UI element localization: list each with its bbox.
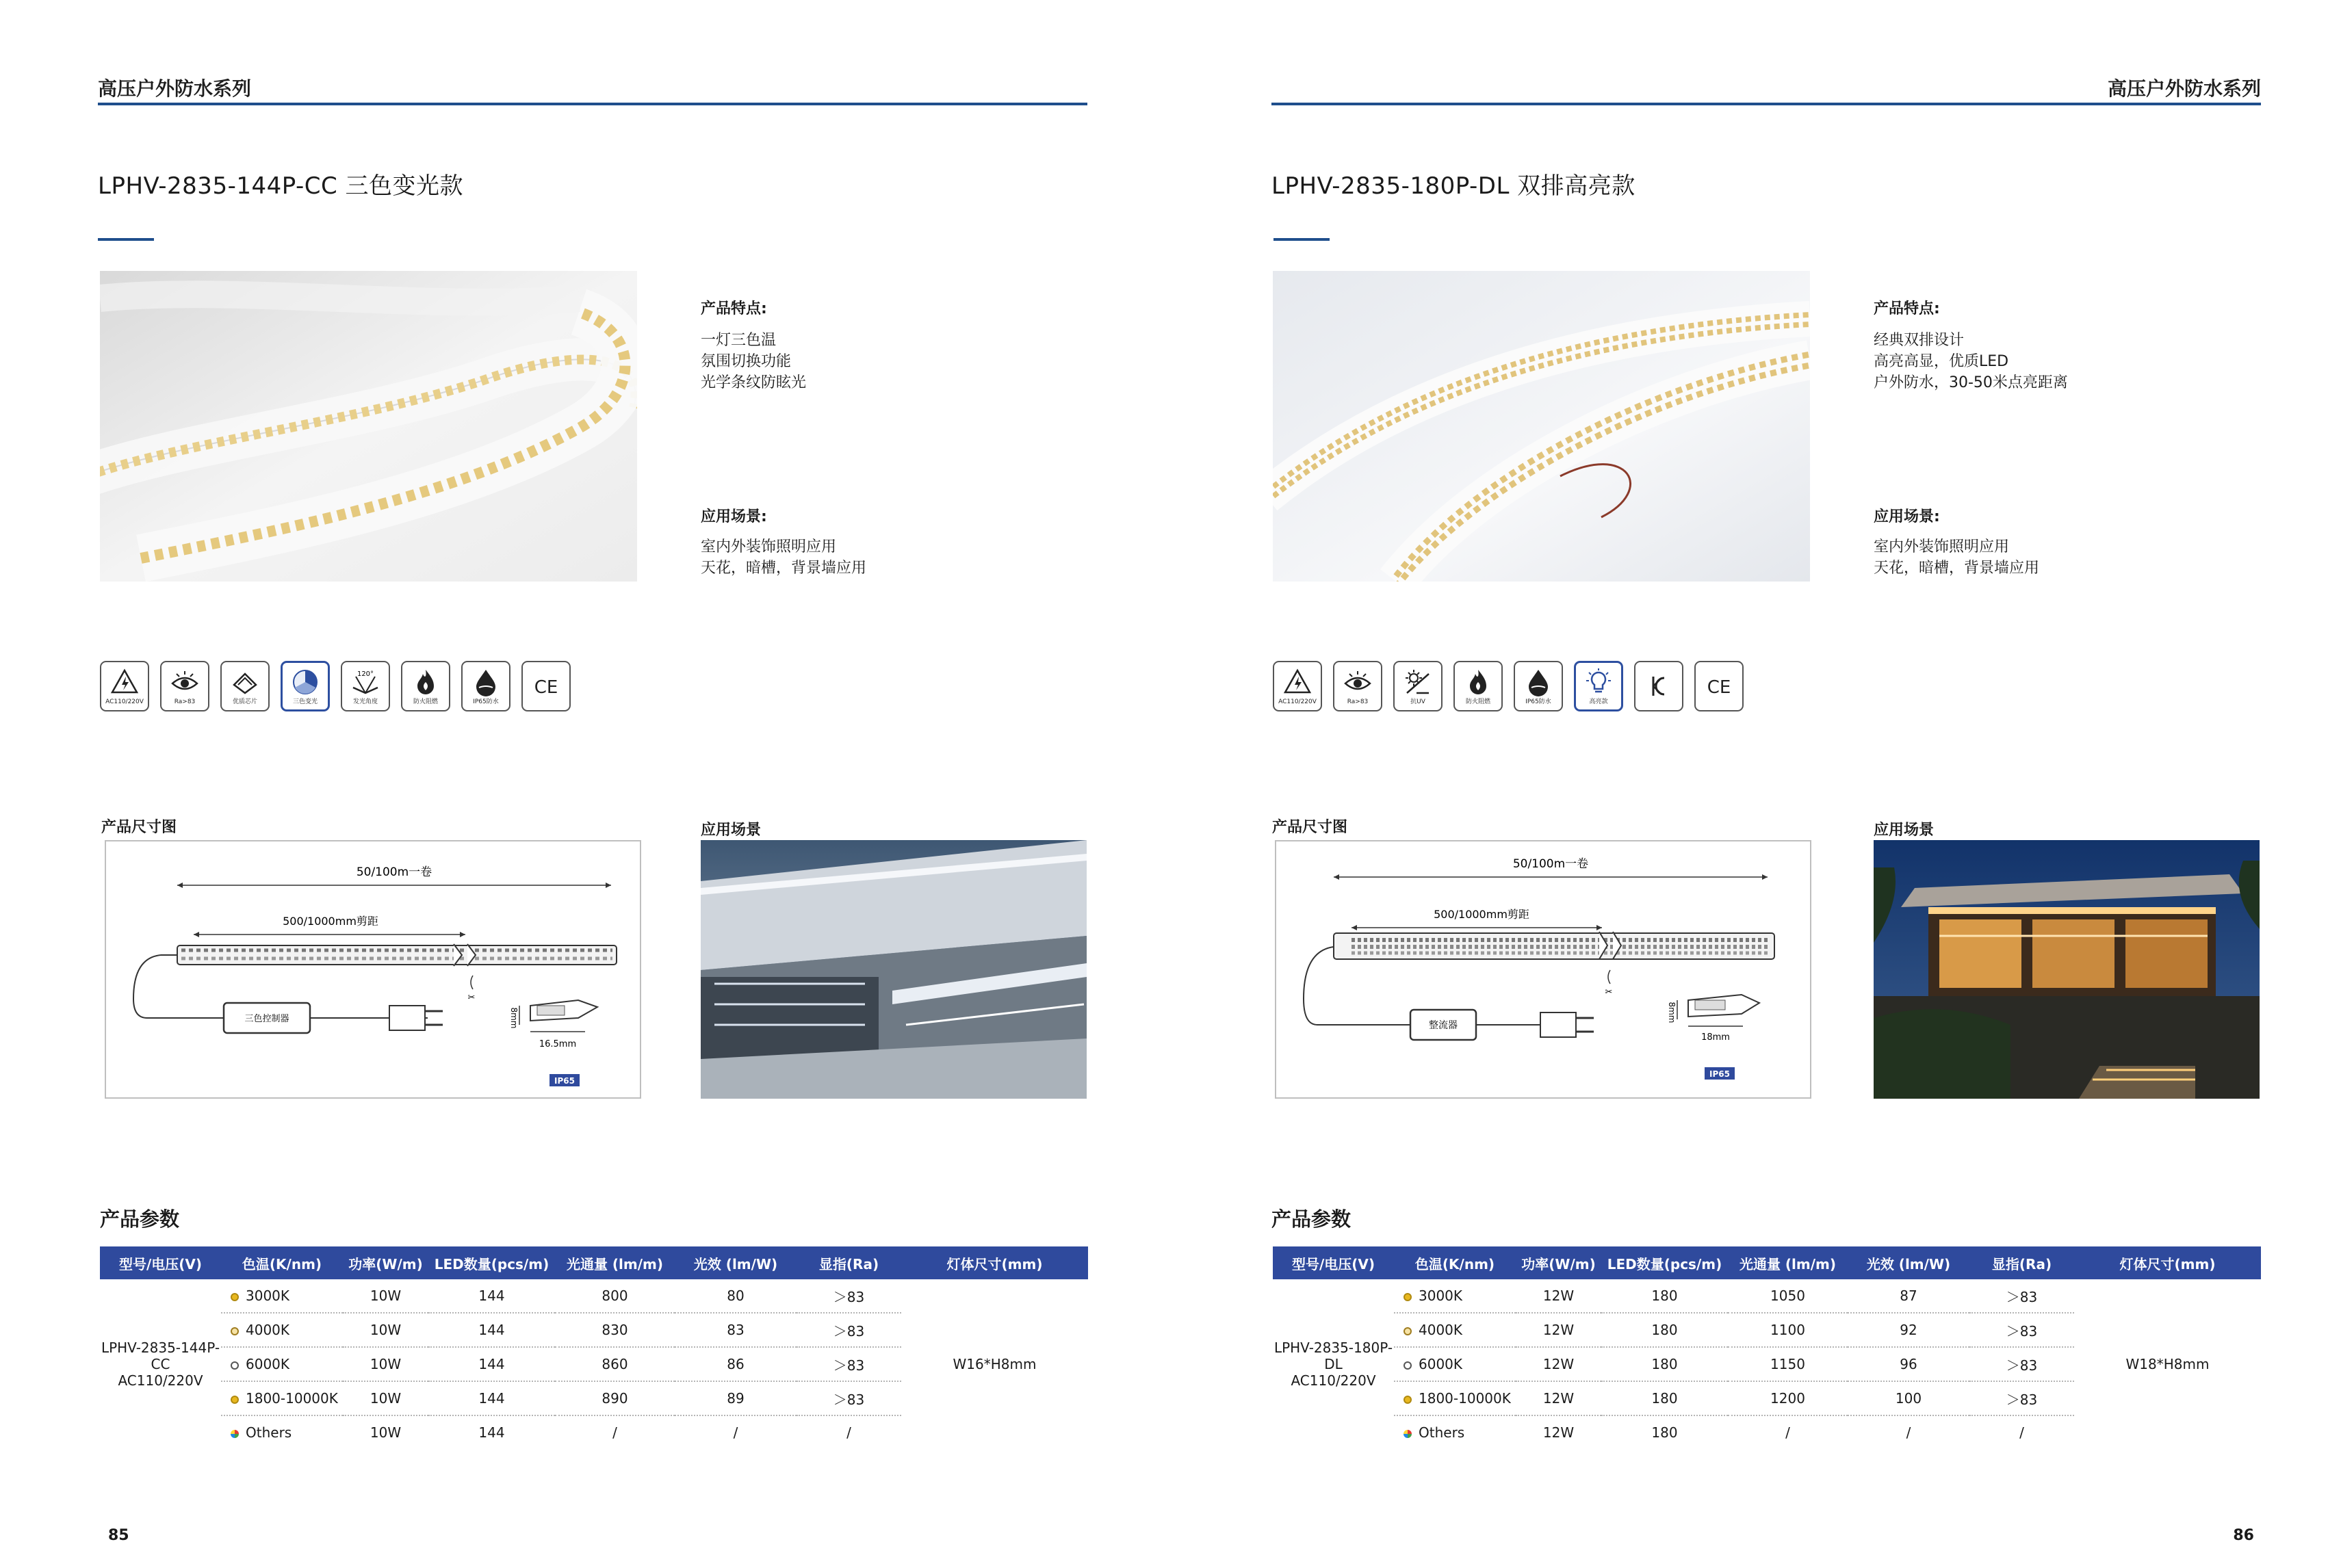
svg-text:IP65: IP65 [1709,1069,1730,1079]
led-count-cell: 180 [1651,1424,1678,1441]
color-temp-dot [231,1361,239,1370]
column-header: LED数量(pcs/m) [428,1246,555,1279]
dimension-diagram [1275,840,1811,1099]
column-header: 功率(W/m) [1516,1246,1601,1279]
ra-cell: ＞83 [1969,1279,2074,1313]
column-header: 灯体尺寸(mm) [901,1246,1088,1279]
column-header: 型号/电压(V) [1273,1246,1394,1279]
flux-cell: 1200 [1728,1381,1848,1415]
color-temp-dot [1404,1396,1412,1404]
applications-heading: 应用场景: [701,508,767,525]
svg-text:500/1000mm剪距: 500/1000mm剪距 [283,915,378,928]
scene-label: 应用场景 [1874,822,1935,839]
color-temp-dot [231,1327,239,1335]
eye-ra-icon: Ra>83 [160,661,209,711]
color-temp-dot [1404,1361,1412,1370]
spec-table [100,1246,1088,1449]
application-item: 室内外装饰照明应用 [701,538,837,556]
svg-text:IP65: IP65 [554,1076,575,1086]
svg-text:8mm: 8mm [1667,1002,1677,1023]
right-page [1164,0,2328,1568]
column-header: 显指(Ra) [1969,1246,2074,1279]
color-temp-dot [231,1396,239,1404]
svg-text:✂: ✂ [467,993,476,1003]
svg-text:8mm: 8mm [509,1007,519,1029]
table-row [100,1279,1088,1313]
efficacy-cell: / [733,1424,738,1441]
led-count-cell: 144 [428,1381,555,1415]
beam-angle-icon: 120° 发光角度 [341,661,390,711]
flux-cell: 860 [555,1347,675,1381]
applications-heading: 应用场景: [1874,508,1940,525]
svg-text:120°: 120° [357,670,374,678]
ra-cell: ＞83 [1969,1381,2074,1415]
ra-cell: ＞83 [797,1381,901,1415]
column-header: 光效 (lm/W) [1848,1246,1969,1279]
model-cell [1273,1279,1394,1449]
power-cell: 10W [343,1313,428,1347]
cct-cell: 3000K [1394,1279,1516,1313]
column-header: 型号/电压(V) [100,1246,221,1279]
dimension-diagram [105,840,641,1099]
feature-item: 氛围切换功能 [701,353,792,370]
cct-cell: 1800-10000K [221,1381,343,1415]
application-scene-photo [701,840,1087,1099]
cct-cell: 4000K [221,1313,343,1347]
column-header: 光通量 (lm/m) [1728,1246,1848,1279]
power-cell: 10W [343,1347,428,1381]
power-cell: 12W [1516,1279,1601,1313]
header-rule [1271,103,2261,105]
application-item: 室内外装饰照明应用 [1874,538,2010,556]
color-temp-dot [231,1293,239,1301]
high-brightness-icon: 高亮款 [1574,661,1623,711]
ra-cell: ＞83 [797,1347,901,1381]
size-cell: W16*H8mm [953,1356,1037,1372]
tri-color-icon: 三色变光 [281,661,330,711]
model-voltage: AC110/220V [1291,1372,1376,1389]
lens-icon: 优质芯片 [220,661,270,711]
kc-icon [1634,661,1683,711]
model-voltage: AC110/220V [118,1372,203,1389]
column-header: 灯体尺寸(mm) [2074,1246,2261,1279]
svg-text:18mm: 18mm [1701,1032,1730,1043]
flux-cell: 1100 [1728,1313,1848,1347]
cct-cell: 6000K [221,1347,343,1381]
power-cell: 10W [370,1424,402,1441]
feature-item: 光学条纹防眩光 [701,374,807,391]
scene-label: 应用场景 [701,822,762,839]
features-heading: 产品特点: [701,300,767,317]
params-heading: 产品参数 [100,1207,180,1231]
series-title: 高压户外防水系列 [2107,77,2261,100]
efficacy-cell: 80 [675,1279,797,1313]
svg-text:三色控制器: 三色控制器 [244,1014,289,1024]
efficacy-cell: 87 [1848,1279,1969,1313]
efficacy-cell: 100 [1848,1381,1969,1415]
flame-retardant-icon: 防火阻燃 [401,661,450,711]
cct-cell: 4000K [1394,1313,1516,1347]
column-header: 显指(Ra) [797,1246,901,1279]
ra-cell: ＞83 [797,1279,901,1313]
ip65-icon: IP65防水 [461,661,510,711]
feature-item: 经典双排设计 [1874,332,1965,349]
ac-voltage-icon: AC110/220V [100,661,149,711]
svg-text:16.5mm: 16.5mm [539,1039,577,1049]
flux-cell: 890 [555,1381,675,1415]
product-photo [1273,271,1810,582]
led-count-cell: 144 [478,1424,505,1441]
power-cell: 12W [1516,1381,1601,1415]
series-title: 高压户外防水系列 [98,77,252,100]
flux-cell: 1050 [1728,1279,1848,1313]
column-header: 功率(W/m) [343,1246,428,1279]
eye-ra-icon: Ra>83 [1333,661,1382,711]
cct-cell: 3000K [221,1279,343,1313]
color-temp-dot [231,1430,239,1438]
led-count-cell: 144 [428,1313,555,1347]
application-item: 天花，暗槽，背景墙应用 [1874,560,2040,577]
page-number: 86 [2233,1527,2254,1544]
efficacy-cell: 96 [1848,1347,1969,1381]
applications-list [701,536,866,579]
flux-cell: 800 [555,1279,675,1313]
led-count-cell: 144 [428,1279,555,1313]
power-cell: 10W [343,1381,428,1415]
cct-cell: Others [1394,1415,1516,1449]
page-number: 85 [108,1527,129,1544]
flux-cell: 830 [555,1313,675,1347]
features-list [701,330,806,393]
ce-icon [521,661,571,711]
anti-uv-icon: 抗UV [1393,661,1443,711]
efficacy-cell: 89 [675,1381,797,1415]
cct-cell: 1800-10000K [1394,1381,1516,1415]
title-accent [1273,238,1330,241]
svg-text:✂: ✂ [1605,987,1613,997]
svg-text:50/100m一卷: 50/100m一卷 [356,865,432,879]
applications-list [1874,536,2039,579]
ra-cell: / [2019,1424,2024,1441]
spec-table [1273,1246,2261,1449]
model-cell [100,1279,221,1449]
color-temp-dot [1404,1430,1412,1438]
table-row [1273,1279,2261,1313]
product-title: LPHV-2835-144P-CC 三色变光款 [98,172,464,200]
svg-text:500/1000mm剪距: 500/1000mm剪距 [1434,908,1529,921]
svg-text:50/100m一卷: 50/100m一卷 [1512,857,1589,871]
model-name: LPHV-2835-144P-CC [101,1340,220,1372]
product-title: LPHV-2835-180P-DL 双排高亮款 [1271,172,1635,200]
dimension-label: 产品尺寸图 [101,819,177,836]
features-heading: 产品特点: [1874,300,1940,317]
model-name: LPHV-2835-180P-DL [1273,1340,1393,1372]
color-temp-dot [1404,1327,1412,1335]
efficacy-cell: 83 [675,1313,797,1347]
feature-icons [100,661,571,711]
cct-cell: Others [221,1415,343,1449]
column-header: 光通量 (lm/m) [555,1246,675,1279]
params-heading: 产品参数 [1271,1207,1351,1231]
size-cell: W18*H8mm [2125,1356,2210,1372]
title-accent [98,238,154,241]
ce-icon [1694,661,1744,711]
features-list [1874,330,2068,393]
application-item: 天花，暗槽，背景墙应用 [701,560,867,577]
ra-cell: ＞83 [797,1313,901,1347]
led-count-cell: 180 [1601,1313,1728,1347]
ra-cell: / [846,1424,851,1441]
led-count-cell: 180 [1601,1347,1728,1381]
ip65-icon: IP65防水 [1514,661,1563,711]
flux-cell: 1150 [1728,1347,1848,1381]
feature-icons [1273,661,1744,711]
table-header-row [100,1246,1088,1279]
ra-cell: ＞83 [1969,1313,2074,1347]
column-header: 色温(K/nm) [221,1246,343,1279]
column-header: 光效 (lm/W) [675,1246,797,1279]
power-cell: 12W [1516,1313,1601,1347]
efficacy-cell: / [1906,1424,1911,1441]
svg-text:CE: CE [1707,677,1731,698]
efficacy-cell: 92 [1848,1313,1969,1347]
svg-text:CE: CE [534,677,558,698]
dimension-label: 产品尺寸图 [1272,819,1348,836]
led-count-cell: 180 [1601,1279,1728,1313]
flame-retardant-icon: 防火阻燃 [1453,661,1503,711]
color-temp-dot [1404,1293,1412,1301]
power-cell: 12W [1542,1424,1575,1441]
svg-text:整流器: 整流器 [1429,1020,1458,1031]
header-rule [98,103,1087,105]
table-header-row [1273,1246,2261,1279]
application-scene-photo [1874,840,2260,1099]
led-count-cell: 180 [1601,1381,1728,1415]
column-header: 色温(K/nm) [1394,1246,1516,1279]
feature-item: 高亮高显，优质LED [1874,353,2009,370]
feature-item: 一灯三色温 [701,332,777,349]
product-photo [100,271,637,582]
power-cell: 12W [1516,1347,1601,1381]
led-count-cell: 144 [428,1347,555,1381]
power-cell: 10W [343,1279,428,1313]
flux-cell: / [1785,1424,1790,1441]
flux-cell: / [612,1424,617,1441]
ra-cell: ＞83 [1969,1347,2074,1381]
cct-cell: 6000K [1394,1347,1516,1381]
column-header: LED数量(pcs/m) [1601,1246,1728,1279]
feature-item: 户外防水，30-50米点亮距离 [1874,374,2068,391]
efficacy-cell: 86 [675,1347,797,1381]
ac-voltage-icon: AC110/220V [1273,661,1322,711]
